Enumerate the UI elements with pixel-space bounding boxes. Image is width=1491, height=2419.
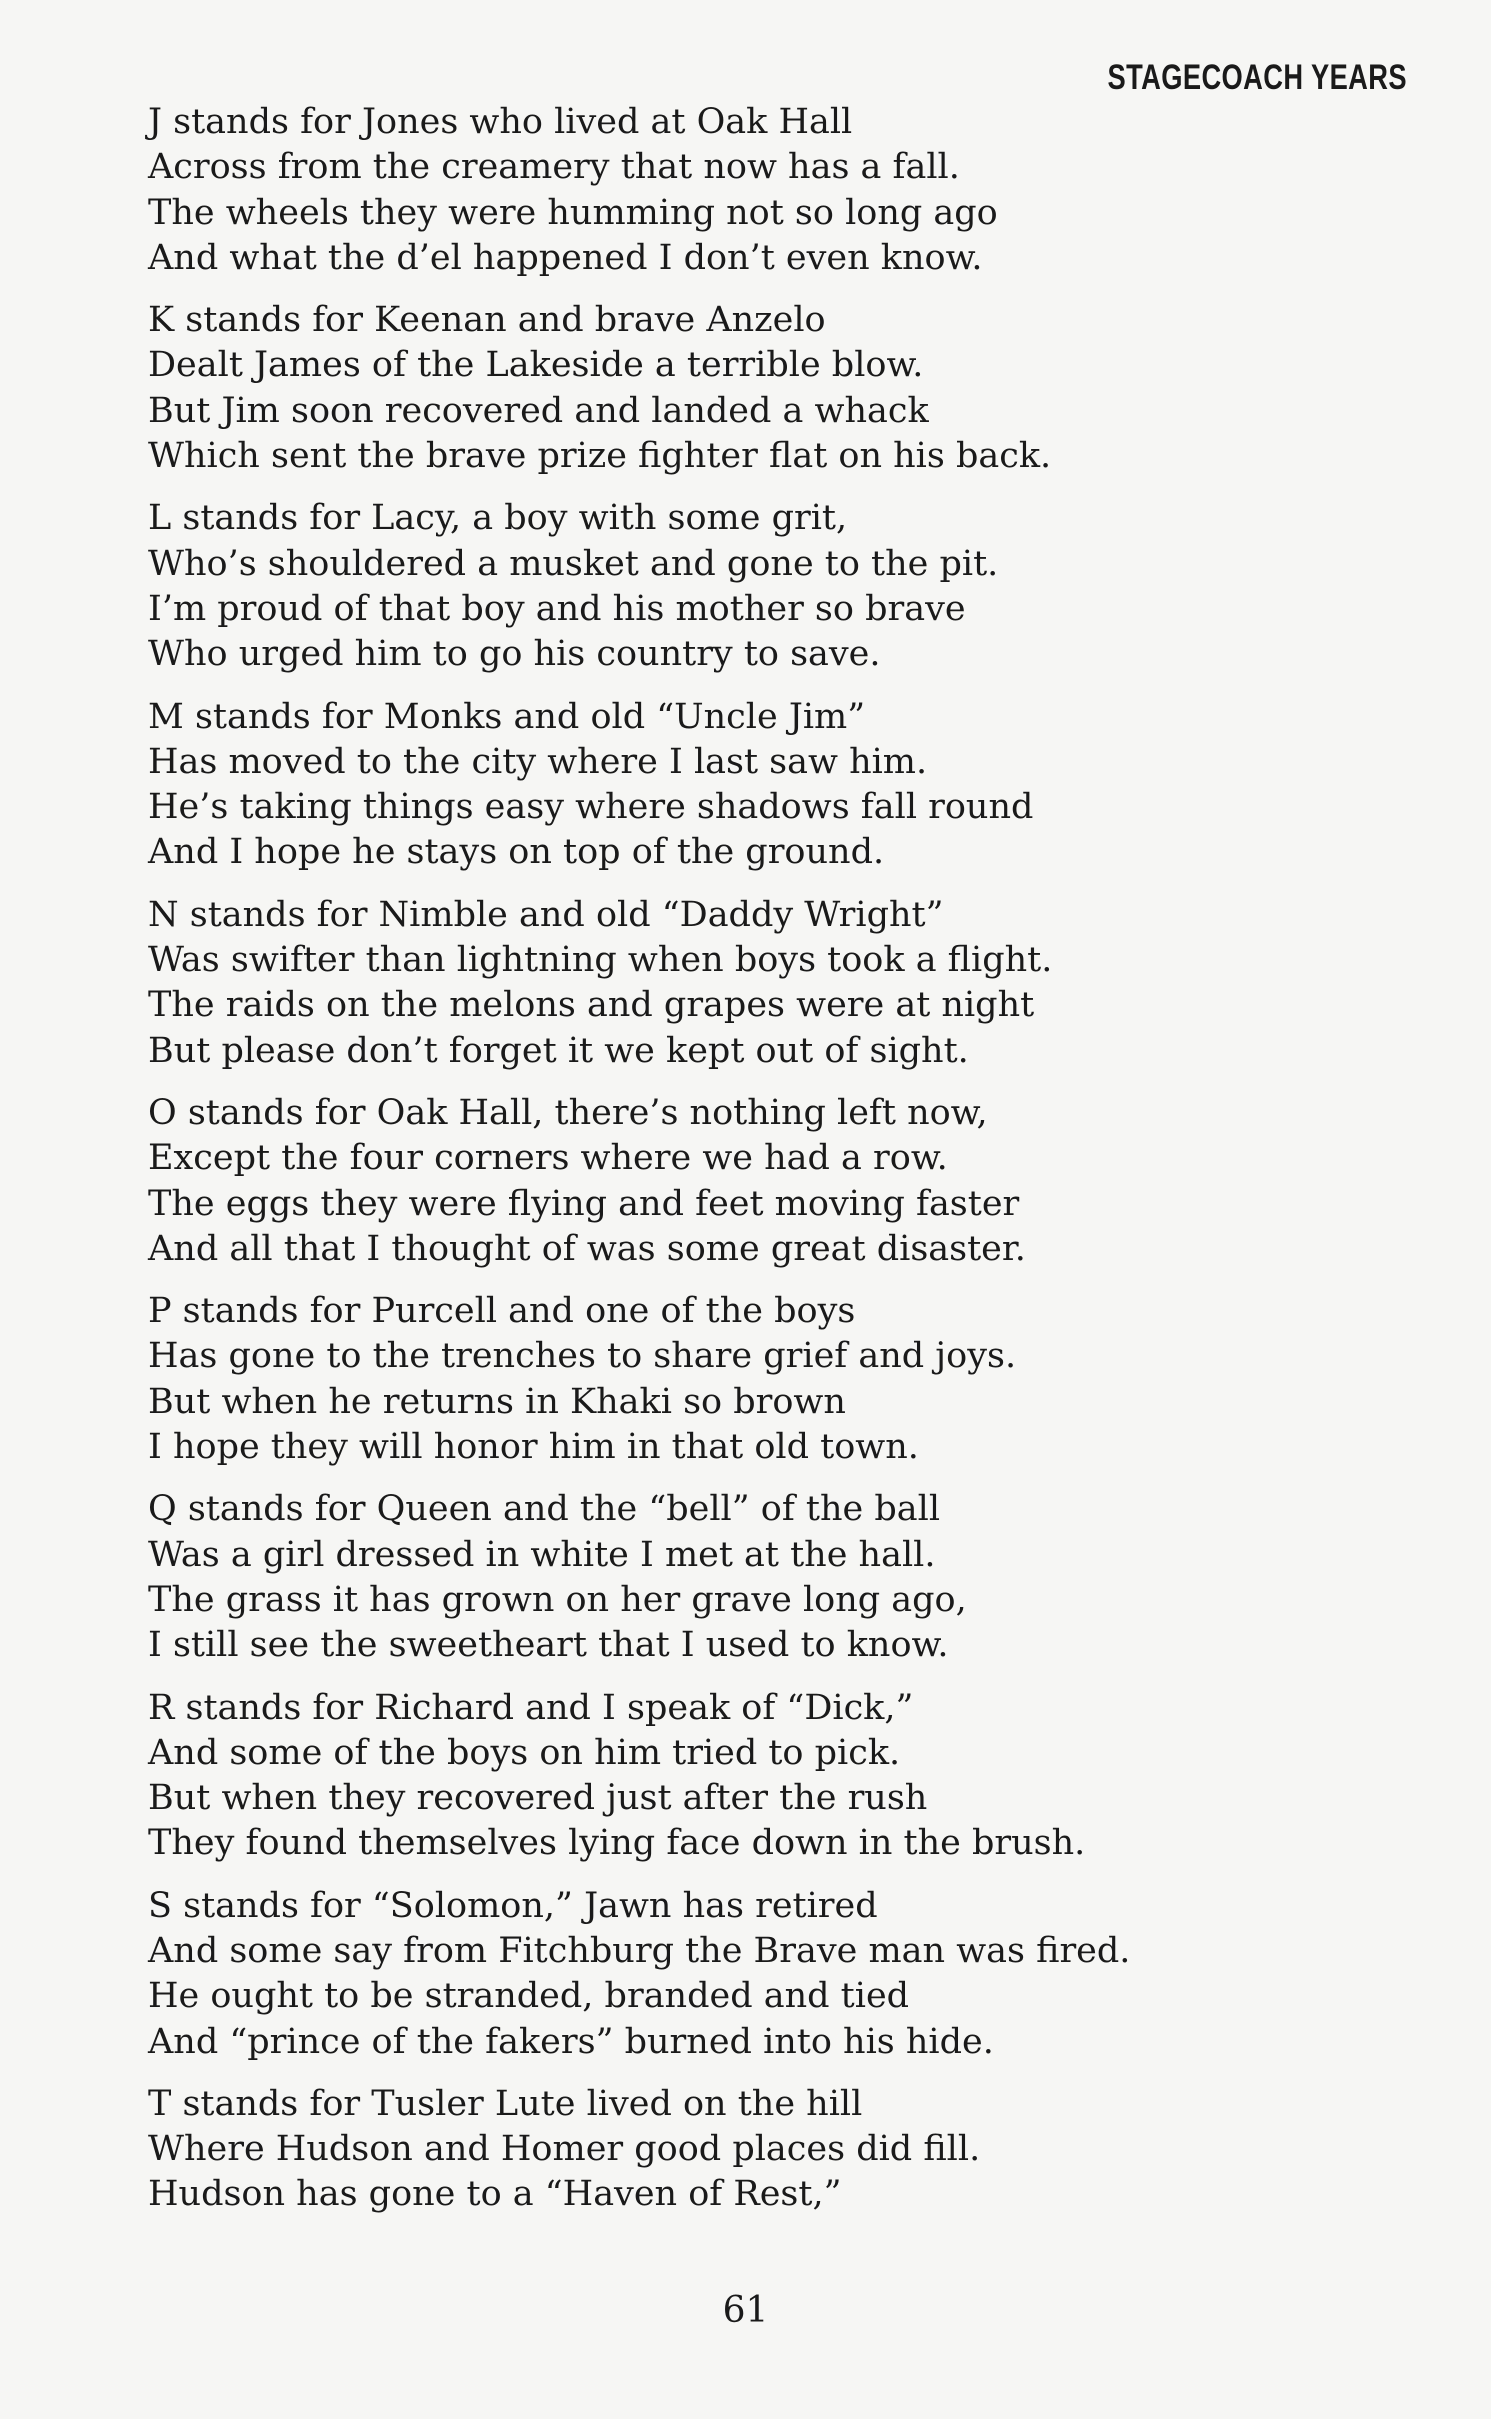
- stanza-j: [148, 100, 1378, 281]
- poem-line: Q stands for Queen and the “bell” of the ball: [148, 1489, 941, 1530]
- poem-line: I’m proud of that boy and his mother so brave: [148, 588, 966, 629]
- poem-line: I hope they will honor him in that old town.: [148, 1427, 919, 1468]
- poem-line: They found themselves lying face down in the brush.: [148, 1823, 1086, 1864]
- poem-line: T stands for Tusler Lute lived on the hill: [148, 2083, 863, 2124]
- stanza-n: [148, 893, 1378, 1074]
- poem-line: Who’s shouldered a musket and gone to the pit.: [148, 543, 999, 584]
- poem-line: P stands for Purcell and one of the boys: [148, 1291, 856, 1332]
- poem-line: Hudson has gone to a “Haven of Rest,”: [148, 2174, 842, 2215]
- poem-line: But please don’t forget it we kept out of sight.: [148, 1030, 969, 1071]
- poem-line: The grass it has grown on her grave long ago,: [148, 1579, 967, 1620]
- poem-line: Except the four corners where we had a row.: [148, 1138, 948, 1179]
- poem-line: Where Hudson and Homer good places did fill.: [148, 2129, 981, 2170]
- poem-line: But when they recovered just after the rush: [148, 1778, 928, 1819]
- poem-line: Was swifter than lightning when boys took a flight.: [148, 940, 1053, 981]
- poem-line: R stands for Richard and I speak of “Dick,”: [148, 1687, 914, 1728]
- poem-line: He’s taking things easy where shadows fall round: [148, 787, 1034, 828]
- poem-line: M stands for Monks and old “Uncle Jim”: [148, 696, 866, 737]
- poem-line: And I hope he stays on top of the ground.: [148, 832, 885, 873]
- poem-line: K stands for Keenan and brave Anzelo: [148, 300, 826, 341]
- stanza-t: [148, 2082, 1378, 2218]
- stanza-o: [148, 1091, 1378, 1272]
- poem-line: And some of the boys on him tried to pick.: [148, 1732, 901, 1773]
- poem-line: And “prince of the fakers” burned into his hide.: [148, 2021, 994, 2062]
- poem: [148, 100, 1378, 2235]
- stanza-l: [148, 496, 1378, 677]
- poem-line: The wheels they were humming not so long ago: [148, 192, 998, 233]
- poem-line: J stands for Jones who lived at Oak Hall: [148, 102, 853, 142]
- poem-line: O stands for Oak Hall, there’s nothing left now,: [148, 1092, 988, 1133]
- poem-line: And what the d’el happened I don’t even know.: [148, 237, 983, 278]
- poem-line: Has moved to the city where I last saw him.: [148, 741, 928, 782]
- poem-line: Dealt James of the Lakeside a terrible blow.: [148, 345, 924, 386]
- poem-line: But Jim soon recovered and landed a whack: [148, 390, 929, 431]
- poem-line: S stands for “Solomon,” Jawn has retired: [148, 1885, 878, 1926]
- poem-line: The eggs they were flying and feet moving faster: [148, 1183, 1020, 1224]
- page-number: 61: [722, 2290, 769, 2331]
- stanza-q: [148, 1487, 1378, 1668]
- poem-line: Which sent the brave prize fighter flat on his back.: [148, 436, 1052, 477]
- poem-line: And all that I thought of was some great disaster.: [148, 1228, 1026, 1269]
- poem-line: L stands for Lacy, a boy with some grit,: [148, 498, 848, 539]
- poem-line: The raids on the melons and grapes were at night: [148, 985, 1035, 1026]
- stanza-p: [148, 1289, 1378, 1470]
- stanza-s: [148, 1884, 1378, 2065]
- poem-line: N stands for Nimble and old “Daddy Wright”: [148, 894, 944, 935]
- poem-line: Who urged him to go his country to save.: [148, 634, 881, 675]
- poem-line: Was a girl dressed in white I met at the hall.: [148, 1534, 936, 1575]
- stanza-m: [148, 695, 1378, 876]
- stanza-r: [148, 1686, 1378, 1867]
- poem-line: I still see the sweetheart that I used to know.: [148, 1625, 949, 1666]
- poem-line: But when he returns in Khaki so brown: [148, 1381, 846, 1422]
- poem-line: Has gone to the trenches to share grief and joys.: [148, 1336, 1017, 1377]
- poem-line: He ought to be stranded, branded and tied: [148, 1976, 910, 2017]
- poem-line: Across from the creamery that now has a fall.: [148, 147, 960, 188]
- running-head: STAGECOACH YEARS: [1107, 58, 1407, 97]
- poem-line: And some say from Fitchburg the Brave man was fired.: [148, 1930, 1131, 1971]
- stanza-k: [148, 298, 1378, 479]
